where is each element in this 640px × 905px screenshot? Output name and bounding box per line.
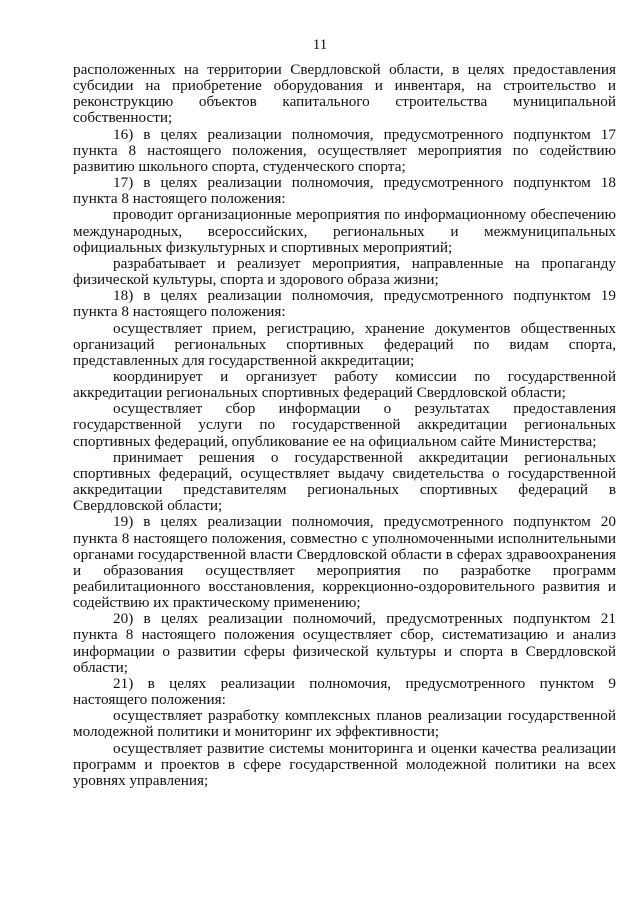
page-number: 11 bbox=[312, 37, 328, 53]
paragraph-item-18-b: координирует и организует работу комиссии по государственной аккредитации региональных спортивных федераций Свердловской области; bbox=[73, 367, 616, 402]
document-body bbox=[73, 62, 616, 789]
paragraph-item-21-a: осуществляет разработку комплексных планов реализации государственной молодежной политики и мониторинг их эффективности; bbox=[73, 707, 616, 741]
paragraph-continuation: расположенных на территории Свердловской области, в целях предоставления субсидии на приобретение оборудования и инвентаря, на строительство и реконструкцию объектов капитального строительства муниципальной собственности; bbox=[73, 61, 616, 127]
paragraph-item-21: 21) в целях реализации полномочия, предусмотренного пунктом 9 настоящего положения: bbox=[73, 674, 616, 709]
paragraph-item-17-b: разрабатывает и реализует мероприятия, направленные на пропаганду физической культуры, спорта и здорового образа жизни; bbox=[73, 254, 616, 289]
paragraph-item-17: 17) в целях реализации полномочия, предусмотренного подпунктом 18 пункта 8 настоящего положения: bbox=[73, 174, 616, 208]
paragraph-item-20: 20) в целях реализации полномочий, предусмотренных подпунктом 21 пункта 8 настоящего положения осуществляет сбор, систематизацию и анализ информации о развитии сферы физической культуры и спорта в Свердловской области; bbox=[73, 610, 616, 676]
paragraph-item-18-c: осуществляет сбор информации о результатах предоставления государственной услуги по государственной аккредитации региональных спортивных федераций, опубликование ее на официальном сайте Министерства; bbox=[73, 400, 616, 450]
paragraph-item-18: 18) в целях реализации полномочия, предусмотренного подпунктом 19 пункта 8 настоящего положения: bbox=[73, 287, 616, 321]
paragraph-item-21-b: осуществляет развитие системы мониторинга и оценки качества реализации программ и проектов в сфере государственной молодежной политики на всех уровнях управления; bbox=[73, 739, 616, 789]
paragraph-item-19: 19) в целях реализации полномочия, предусмотренного подпунктом 20 пункта 8 настоящего положения, совместно с уполномоченными исполнительными органами государственной власти Свердловской области в сферах здравоохранения и образования осуществляет мероприятия по разработке программ реабилитационного восстановления, коррекционно-оздоровительного развития и содействию их практическому применению; bbox=[73, 513, 616, 612]
paragraph-item-18-a: осуществляет прием, регистрацию, хранение документов общественных организаций региональных спортивных федераций по видам спорта, представленных для государственной аккредитации; bbox=[73, 319, 616, 369]
paragraph-item-18-d: принимает решения о государственной аккредитации региональных спортивных федераций, осуществляет выдачу свидетельства о государственной аккредитации представителям региональных спортивных федераций в Свердловской области; bbox=[73, 448, 616, 515]
paragraph-item-16: 16) в целях реализации полномочия, предусмотренного подпунктом 17 пункта 8 настоящего положения, осуществляет мероприятия по содействию развитию школьного спорта, студенческого спорта; bbox=[73, 125, 616, 175]
paragraph-item-17-a: проводит организационные мероприятия по информационному обеспечению международных, всероссийских, региональных и межмуниципальных официальных физкультурных и спортивных мероприятий; bbox=[73, 206, 616, 256]
